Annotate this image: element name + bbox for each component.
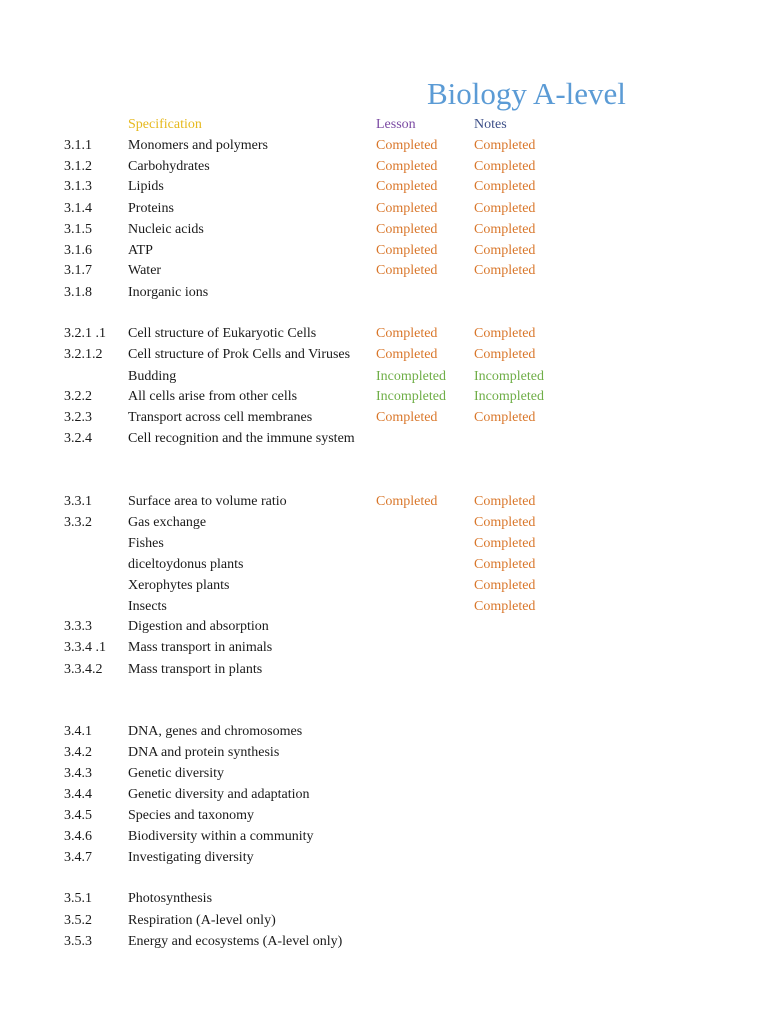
lesson-status: Incompleted	[376, 389, 446, 404]
spec-number: 3.3.4.2	[64, 662, 103, 677]
topic-name: Lipids	[128, 179, 164, 194]
table-row	[0, 637, 768, 658]
notes-status: Incompleted	[474, 369, 544, 384]
topic-name: Nucleic acids	[128, 222, 204, 237]
topic-name: All cells arise from other cells	[128, 389, 298, 404]
topic-name: Digestion and absorption	[128, 619, 269, 634]
topic-name: Insects	[128, 599, 167, 614]
topic-name: Proteins	[128, 201, 174, 216]
topic-name: Cell structure of Eukaryotic Cells	[128, 326, 317, 341]
topic-name: Energy and ecosystems (A-level only)	[128, 934, 343, 949]
table-row	[0, 282, 768, 303]
topic-name: Genetic diversity	[128, 766, 225, 781]
topic-name: Mass transport in plants	[128, 662, 263, 677]
topic-name: Transport across cell membranes	[128, 410, 313, 425]
table-row	[0, 240, 768, 261]
topic-name: Xerophytes plants	[128, 578, 230, 593]
topic-name: Investigating diversity	[128, 850, 254, 865]
table-row	[0, 344, 768, 365]
spec-number: 3.4.1	[64, 724, 92, 739]
spec-number: 3.4.3	[64, 766, 92, 781]
notes-status: Incompleted	[474, 389, 544, 404]
spec-number: 3.2.1 .1	[64, 326, 106, 341]
table-row	[0, 763, 768, 784]
notes-status: Completed	[474, 557, 536, 572]
topic-name: Inorganic ions	[128, 285, 209, 300]
table-row	[0, 931, 768, 952]
spec-number: 3.1.5	[64, 222, 92, 237]
table-row	[0, 784, 768, 805]
table-row	[0, 888, 768, 909]
notes-status: Completed	[474, 515, 536, 530]
table-row	[0, 554, 768, 575]
spec-number: 3.2.4	[64, 431, 92, 446]
table-row	[0, 386, 768, 407]
spec-number: 3.5.3	[64, 934, 92, 949]
topic-name: Genetic diversity and adaptation	[128, 787, 310, 802]
notes-status: Completed	[474, 347, 536, 362]
table-row	[0, 198, 768, 219]
topic-name: Fishes	[128, 536, 164, 551]
spec-number: 3.3.1	[64, 494, 92, 509]
notes-status: Completed	[474, 138, 536, 153]
spec-number: 3.1.4	[64, 201, 92, 216]
topic-name: Carbohydrates	[128, 159, 210, 174]
spec-number: 3.5.1	[64, 891, 92, 906]
lesson-header: Lesson	[376, 117, 416, 132]
table-row	[0, 721, 768, 742]
notes-status: Completed	[474, 222, 536, 237]
lesson-status: Completed	[376, 243, 438, 258]
table-row	[0, 910, 768, 931]
spec-number: 3.1.6	[64, 243, 92, 258]
lesson-status: Completed	[376, 179, 438, 194]
notes-status: Completed	[474, 536, 536, 551]
notes-status: Completed	[474, 494, 536, 509]
notes-status: Completed	[474, 243, 536, 258]
table-row	[0, 366, 768, 387]
topic-name: Surface area to volume ratio	[128, 494, 287, 509]
table-row	[0, 596, 768, 617]
topic-name: Budding	[128, 369, 177, 384]
notes-status: Completed	[474, 159, 536, 174]
table-row	[0, 616, 768, 637]
topic-name: Monomers and polymers	[128, 138, 268, 153]
spec-number: 3.1.7	[64, 263, 92, 278]
spec-number: 3.5.2	[64, 913, 92, 928]
spec-number: 3.4.6	[64, 829, 92, 844]
table-row	[0, 260, 768, 281]
spec-number: 3.4.4	[64, 787, 92, 802]
topic-name: DNA and protein synthesis	[128, 745, 280, 760]
topic-name: Respiration (A-level only)	[128, 913, 276, 928]
spec-number: 3.1.8	[64, 285, 92, 300]
table-row	[0, 176, 768, 197]
notes-status: Completed	[474, 201, 536, 216]
notes-status: Completed	[474, 599, 536, 614]
lesson-status: Completed	[376, 201, 438, 216]
spec-number: 3.3.3	[64, 619, 92, 634]
spec-number: 3.4.5	[64, 808, 92, 823]
spec-number: 3.2.2	[64, 389, 92, 404]
lesson-status: Incompleted	[376, 369, 446, 384]
spec-number: 3.4.2	[64, 745, 92, 760]
topic-name: Cell structure of Prok Cells and Viruses	[128, 347, 351, 362]
table-row	[0, 742, 768, 763]
notes-status: Completed	[474, 410, 536, 425]
page-title: Biology A-level	[427, 76, 626, 111]
topic-name: diceltoydonus plants	[128, 557, 244, 572]
lesson-status: Completed	[376, 326, 438, 341]
spec-number: 3.2.1.2	[64, 347, 103, 362]
table-row	[0, 428, 768, 449]
topic-name: ATP	[128, 243, 153, 258]
lesson-status: Completed	[376, 347, 438, 362]
lesson-status: Completed	[376, 138, 438, 153]
topic-name: Species and taxonomy	[128, 808, 254, 823]
topic-name: Gas exchange	[128, 515, 207, 530]
spec-number: 3.1.1	[64, 138, 92, 153]
topic-name: Cell recognition and the immune system	[128, 431, 355, 446]
spec-number: 3.3.4 .1	[64, 640, 106, 655]
notes-status: Completed	[474, 263, 536, 278]
table-row	[0, 533, 768, 554]
topic-name: Water	[128, 263, 162, 278]
table-row	[0, 323, 768, 344]
table-row	[0, 491, 768, 512]
topic-name: Photosynthesis	[128, 891, 213, 906]
specification-header: Specification	[128, 117, 202, 132]
spec-number: 3.3.2	[64, 515, 92, 530]
spec-number: 3.4.7	[64, 850, 92, 865]
table-row	[0, 135, 768, 156]
table-row	[0, 659, 768, 680]
table-row	[0, 805, 768, 826]
lesson-status: Completed	[376, 263, 438, 278]
topic-name: DNA, genes and chromosomes	[128, 724, 303, 739]
notes-status: Completed	[474, 326, 536, 341]
spec-number: 3.2.3	[64, 410, 92, 425]
lesson-status: Completed	[376, 410, 438, 425]
lesson-status: Completed	[376, 494, 438, 509]
notes-status: Completed	[474, 578, 536, 593]
table-row	[0, 407, 768, 428]
table-row	[0, 847, 768, 868]
spec-number: 3.1.2	[64, 159, 92, 174]
table-row	[0, 575, 768, 596]
notes-status: Completed	[474, 179, 536, 194]
topic-name: Mass transport in animals	[128, 640, 273, 655]
topic-name: Biodiversity within a community	[128, 829, 314, 844]
lesson-status: Completed	[376, 222, 438, 237]
table-row	[0, 156, 768, 177]
table-row	[0, 512, 768, 533]
notes-header: Notes	[474, 117, 507, 132]
table-row	[0, 826, 768, 847]
spec-number: 3.1.3	[64, 179, 92, 194]
lesson-status: Completed	[376, 159, 438, 174]
table-row	[0, 219, 768, 240]
